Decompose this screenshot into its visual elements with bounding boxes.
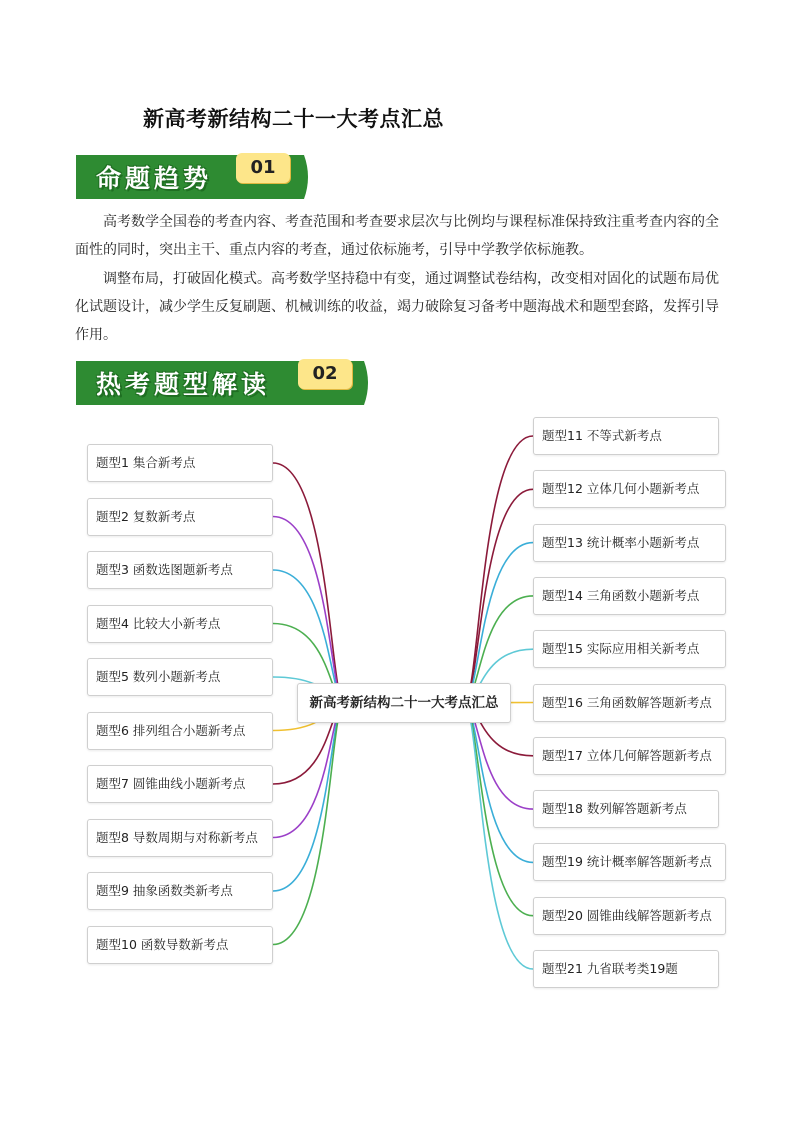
mindmap-left-node: 题型5 数列小题新考点 bbox=[87, 658, 273, 696]
connector-line bbox=[464, 703, 533, 969]
mindmap-right-node: 题型17 立体几何解答题新考点 bbox=[533, 737, 726, 775]
connector-line bbox=[464, 703, 533, 862]
mindmap-left-node: 题型8 导数周期与对称新考点 bbox=[87, 819, 273, 857]
mindmap-left-node: 题型3 函数选图题新考点 bbox=[87, 551, 273, 589]
mindmap-left-node: 题型6 排列组合小题新考点 bbox=[87, 712, 273, 750]
mindmap-left-node: 题型7 圆锥曲线小题新考点 bbox=[87, 765, 273, 803]
mindmap-right-node: 题型18 数列解答题新考点 bbox=[533, 790, 719, 828]
mindmap-left-node: 题型1 集合新考点 bbox=[87, 444, 273, 482]
paragraph-1: 高考数学全国卷的考查内容、考查范围和考查要求层次与比例均与课程标准保持致注重考查内容的全面性的同时，突出主干、重点内容的考查，通过依标施考，引导中学教学依标施教。 bbox=[75, 214, 719, 258]
mindmap-right-node: 题型16 三角函数解答题新考点 bbox=[533, 684, 726, 722]
page-title: 新高考新结构二十一大考点汇总 bbox=[143, 107, 444, 131]
mindmap-right-node: 题型11 不等式新考点 bbox=[533, 417, 719, 455]
connector-line bbox=[464, 489, 533, 703]
mindmap-left-node: 题型2 复数新考点 bbox=[87, 498, 273, 536]
banner-number: 01 bbox=[236, 153, 290, 183]
mindmap-left-node: 题型10 函数导数新考点 bbox=[87, 926, 273, 964]
banner-label: 命题趋势 bbox=[96, 164, 213, 193]
connector-line bbox=[273, 703, 344, 838]
mindmap-center-node: 新高考新结构二十一大考点汇总 bbox=[297, 683, 511, 723]
mindmap-right-node: 题型20 圆锥曲线解答题新考点 bbox=[533, 897, 726, 935]
connector-line bbox=[464, 703, 533, 916]
mindmap-left-node: 题型4 比较大小新考点 bbox=[87, 605, 273, 643]
banner-label: 热考题型解读 bbox=[96, 370, 271, 399]
mindmap-right-node: 题型21 九省联考类19题 bbox=[533, 950, 719, 988]
mindmap-right-node: 题型13 统计概率小题新考点 bbox=[533, 524, 726, 562]
paragraph-2: 调整布局，打破固化模式。高考数学坚持稳中有变，通过调整试卷结构，改变相对固化的试题布局优化试题设计，减少学生反复刷题、机械训练的收益，竭力破除复习备考中题海战术和题型套路，发挥引导作用。 bbox=[75, 271, 719, 343]
banner-number: 02 bbox=[298, 359, 352, 389]
mindmap-right-node: 题型14 三角函数小题新考点 bbox=[533, 577, 726, 615]
mindmap-right-node: 题型19 统计概率解答题新考点 bbox=[533, 843, 726, 881]
connector-line bbox=[464, 543, 533, 703]
mindmap-left-node: 题型9 抽象函数类新考点 bbox=[87, 872, 273, 910]
mindmap-right-node: 题型15 实际应用相关新考点 bbox=[533, 630, 726, 668]
mindmap-right-node: 题型12 立体几何小题新考点 bbox=[533, 470, 726, 508]
